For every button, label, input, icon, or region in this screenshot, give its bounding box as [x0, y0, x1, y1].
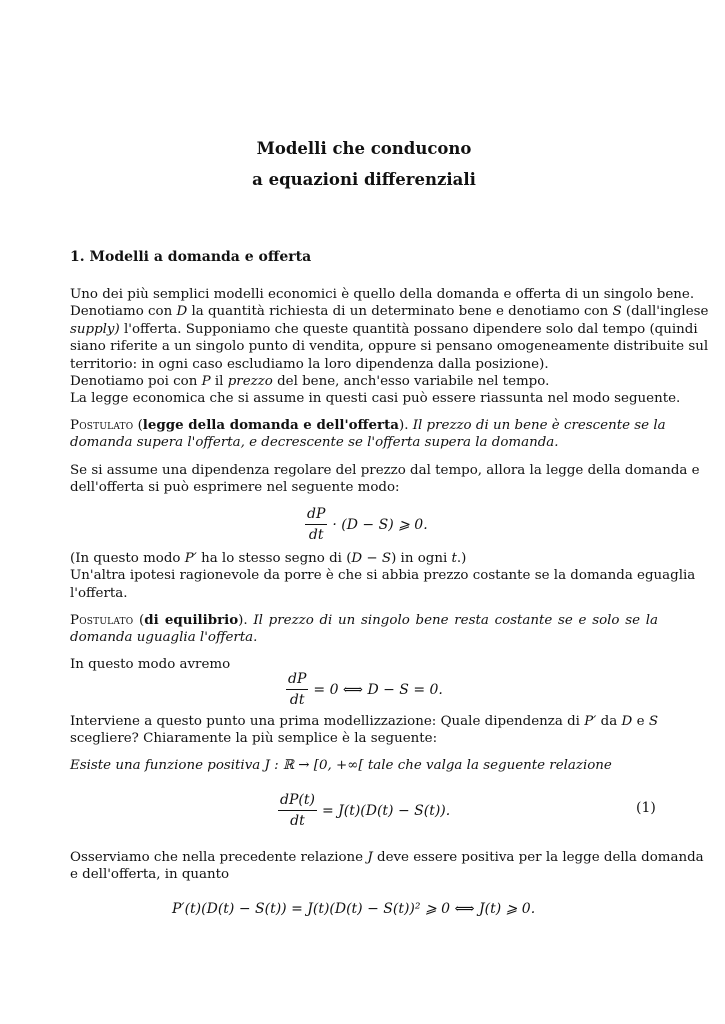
paragraph-regular-dependence: [70, 462, 700, 497]
math-expr: J : ℝ → [0, +∞[: [264, 758, 364, 773]
math-var: D: [621, 714, 633, 729]
postulate-equilibrium: [70, 612, 658, 647]
italic-term: prezzo: [227, 373, 273, 389]
math-var: J: [367, 850, 373, 865]
text-run: Esiste una funzione positiva: [70, 758, 265, 773]
math-var: S: [648, 714, 658, 729]
text-line: [70, 303, 709, 320]
text-line: Un'altra ipotesi ragionevole da porre è che si abbia prezzo costante se la domanda eguaglia: [70, 568, 696, 584]
text-line: territorio: in ogni caso escludiamo la loro dipendenza dalla posizione).: [70, 356, 549, 372]
text-line: [70, 612, 658, 629]
text-line: [70, 849, 704, 866]
equation-text: P′(t)(D(t) − S(t)) = J(t)(D(t) − S(t))² ⩾ 0 ⟺ J(t) ⩾ 0.: [172, 901, 536, 917]
paragraph-observe: [70, 849, 704, 884]
fraction: [305, 506, 327, 544]
equation-equilibrium: [286, 671, 443, 709]
equation-sign: [305, 506, 428, 544]
postulate-supply-demand: [70, 417, 666, 452]
postulate-label: Postulato: [70, 418, 134, 433]
text-run: Osserviamo che nella precedente relazione: [70, 850, 368, 865]
document-title: [70, 133, 658, 195]
numerator: dP(t): [278, 792, 317, 811]
equation-number: (1): [636, 800, 656, 816]
postulate-name: di equilibrio: [144, 612, 239, 628]
text-run: (dall'inglese: [621, 304, 709, 320]
postulate-name: legge della domanda e dell'offerta: [142, 417, 399, 433]
text-run: l'offerta. Supponiamo che queste quantità possano dipendere solo dal tempo (quindi: [119, 321, 698, 337]
text-line: [70, 757, 658, 774]
paragraph-intro: [70, 286, 709, 408]
text-line: La legge economica che si assume in questi casi può essere riassunta nel modo seguente.: [70, 391, 681, 407]
paragraph-modelling: [70, 713, 658, 748]
text-line: [70, 417, 666, 434]
text-line: [70, 550, 658, 567]
equation-rhs: = J(t)(D(t) − S(t)).: [321, 803, 451, 819]
text-line: siano riferite a un singolo punto di vendita, oppure si pensano omogeneamente distribuite sul: [70, 339, 709, 355]
text-run: deve essere positiva per la legge della domanda: [372, 850, 704, 865]
denominator: dt: [290, 813, 305, 829]
title-line-2: a equazioni differenziali: [252, 170, 476, 189]
paragraph-sign: [70, 550, 696, 602]
text-run: del bene, anch'esso variabile nel tempo.: [272, 373, 550, 389]
math-var: P: [201, 373, 211, 389]
text-run: ) in ogni: [391, 551, 452, 566]
fraction: [278, 792, 317, 830]
math-var: t: [451, 551, 457, 566]
math-expr: D − S: [351, 551, 392, 566]
math-var: S: [612, 304, 622, 320]
text-line: In questo modo avremo: [70, 657, 231, 672]
text-run: ).: [398, 418, 409, 433]
text-run: (: [133, 418, 143, 433]
text-line: domanda supera l'offerta, e decrescente se l'offerta supera la domanda.: [70, 435, 559, 451]
text-run: Denotiamo con: [70, 304, 177, 320]
math-var: P′: [584, 714, 597, 729]
text-run: la quantità richiesta di un determinato bene e denotiamo con: [187, 304, 613, 320]
section-title: Modelli a domanda e offerta: [89, 249, 312, 265]
text-run: (: [133, 613, 145, 628]
postulate-statement: Il prezzo di un singolo bene resta costante se e solo se la: [247, 613, 658, 628]
postulate-statement: Il prezzo di un bene è crescente se la: [408, 418, 666, 433]
text-line: [70, 321, 698, 338]
math-var: P′: [184, 551, 197, 566]
text-run: tale che valga la seguente relazione: [363, 758, 612, 773]
text-line: [70, 713, 658, 730]
text-run: e: [632, 714, 649, 729]
text-line: Se si assume una dipendenza regolare del prezzo dal tempo, allora la legge della domanda e: [70, 463, 700, 478]
section-number: 1.: [70, 249, 85, 265]
text-run: .): [456, 551, 467, 566]
text-run: (In questo modo: [70, 551, 185, 566]
text-line: [70, 373, 658, 390]
title-line-1: Modelli che conducono: [256, 139, 472, 158]
numerator: dP: [286, 671, 308, 690]
paragraph-function-j: [70, 757, 658, 774]
text-run: Denotiamo poi con: [70, 373, 202, 389]
italic-term: supply): [70, 321, 120, 337]
text-run: Interviene a questo punto una prima modellizzazione: Quale dipendenza di: [70, 714, 585, 729]
text-line: dell'offerta si può esprimere nel seguente modo:: [70, 480, 400, 496]
equation-rhs: · (D − S) ⩾ 0.: [332, 517, 428, 533]
equation-positivity: [172, 901, 535, 917]
fraction: [286, 671, 308, 709]
text-run: ).: [238, 613, 248, 628]
text-line: scegliere? Chiaramente la più semplice è la seguente:: [70, 731, 438, 747]
text-line: Uno dei più semplici modelli economici è quello della domanda e offerta di un singolo bene.: [70, 287, 695, 302]
math-var: D: [176, 304, 188, 320]
equation-rhs: = 0 ⟺ D − S = 0.: [313, 682, 443, 698]
postulate-label: Postulato: [70, 613, 134, 628]
text-line: e dell'offerta, in quanto: [70, 867, 230, 883]
text-line: domanda uguaglia l'offerta.: [70, 630, 258, 646]
section-heading: [70, 249, 311, 265]
text-line: l'offerta.: [70, 585, 128, 601]
denominator: dt: [289, 692, 305, 708]
equation-1: [278, 792, 450, 830]
denominator: dt: [308, 527, 324, 543]
text-run: da: [596, 714, 622, 729]
numerator: dP: [305, 506, 327, 525]
text-run: il: [210, 373, 228, 389]
text-run: ha lo stesso segno di (: [196, 551, 352, 566]
